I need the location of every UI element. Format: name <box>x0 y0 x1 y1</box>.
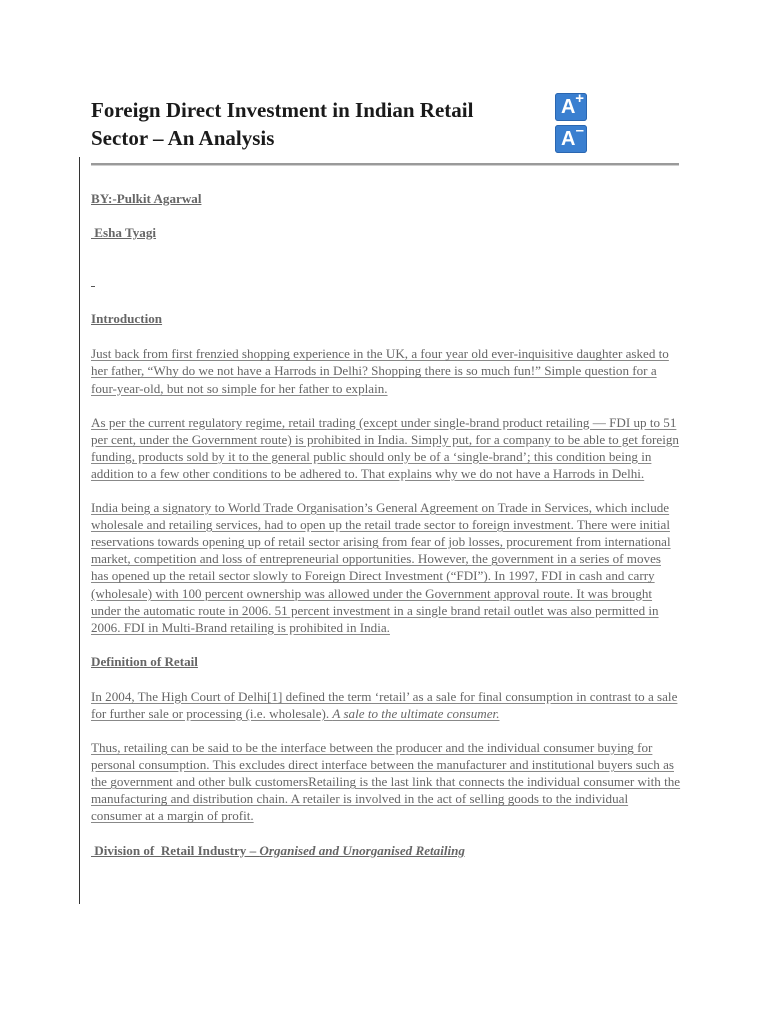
separator-dash <box>91 276 681 293</box>
article-body <box>91 190 681 859</box>
font-decrease-icon: A <box>561 128 576 150</box>
definition-text: In 2004, The High Court of Delhi[1] defined the term ‘retail’ as a sale for final consumption in contrast to a sale for further sale or processing (i.e. wholesale). <box>91 688 678 721</box>
title-line-2: Sector – An Analysis <box>91 126 275 150</box>
author-primary: BY:-Pulkit Agarwal <box>91 191 202 206</box>
section-heading-division <box>91 842 681 859</box>
increase-font-button[interactable] <box>555 90 587 121</box>
font-size-controls <box>555 90 587 157</box>
definition-emphasis: A sale to the ultimate consumer. <box>332 705 500 721</box>
section-heading-definition: Definition of Retail <box>91 653 198 669</box>
plus-icon: + <box>575 90 584 107</box>
paragraph-definition-2: Thus, retailing can be said to be the interface between the producer and the individual consumer buying for personal consumption. This excludes direct interface between the manufacturer and institutional buyers such as the government and other bulk customersRetailing is the last link that connects the individual consumer with the manufacturing and distribution chain. A retailer is involved in the act of selling goods to the individual consumer at a margin of profit. <box>91 740 681 824</box>
title-line-1: Foreign Direct Investment in Indian Retail <box>91 98 474 122</box>
division-heading-emphasis: Organised and Unorganised Retailing <box>259 842 465 858</box>
decrease-font-button[interactable] <box>555 122 587 153</box>
section-heading-introduction: Introduction <box>91 311 163 327</box>
minus-icon: – <box>575 122 584 139</box>
author-secondary: Esha Tyagi <box>91 225 157 241</box>
left-margin-line <box>79 157 80 904</box>
font-increase-icon: A <box>561 96 576 118</box>
paragraph-definition-1 <box>91 688 681 722</box>
paragraph-intro-1: Just back from first frenzied shopping experience in the UK, a four year old ever-inquisitive daughter asked to her father, “Why do we not have a Harrods in Delhi? Shopping there is so much fun!” Simple question for a four-year-old, but not so simple for her father to explain. <box>91 346 669 396</box>
paragraph-intro-3: India being a signatory to World Trade Organisation’s General Agreement on Trade in Services, which include wholesale and retailing services, had to open up the retail trade sector to foreign investment. There were initial reservations towards opening up of retail sector arising from fear of job losses, procurement from international market, competition and loss of entrepreneurial opportunities. However, the government in a series of moves has opened up the retail sector slowly to Foreign Direct Investment (“FDI”). In 1997, FDI in cash and carry (wholesale) with 100 percent ownership was allowed under the Government approval route. It was brought under the automatic route in 2006. 51 percent investment in a single brand retail outlet was also permitted in 2006. FDI in Multi-Brand retailing is prohibited in India. <box>91 500 671 635</box>
paragraph-intro-2: As per the current regulatory regime, retail trading (except under single-brand product retailing — FDI up to 51 per cent, under the Government route) is prohibited in India. Simply put, for a company to be able to get foreign funding, products sold by it to the general public should only be of a ‘single-brand’; this condition being in addition to a few other conditions to be adhered to. That explains why we do not have a Harrods in Delhi. <box>91 414 679 481</box>
division-heading-text: Division of Retail Industry – <box>91 842 260 858</box>
title-divider <box>91 163 679 166</box>
article-title <box>91 96 541 152</box>
